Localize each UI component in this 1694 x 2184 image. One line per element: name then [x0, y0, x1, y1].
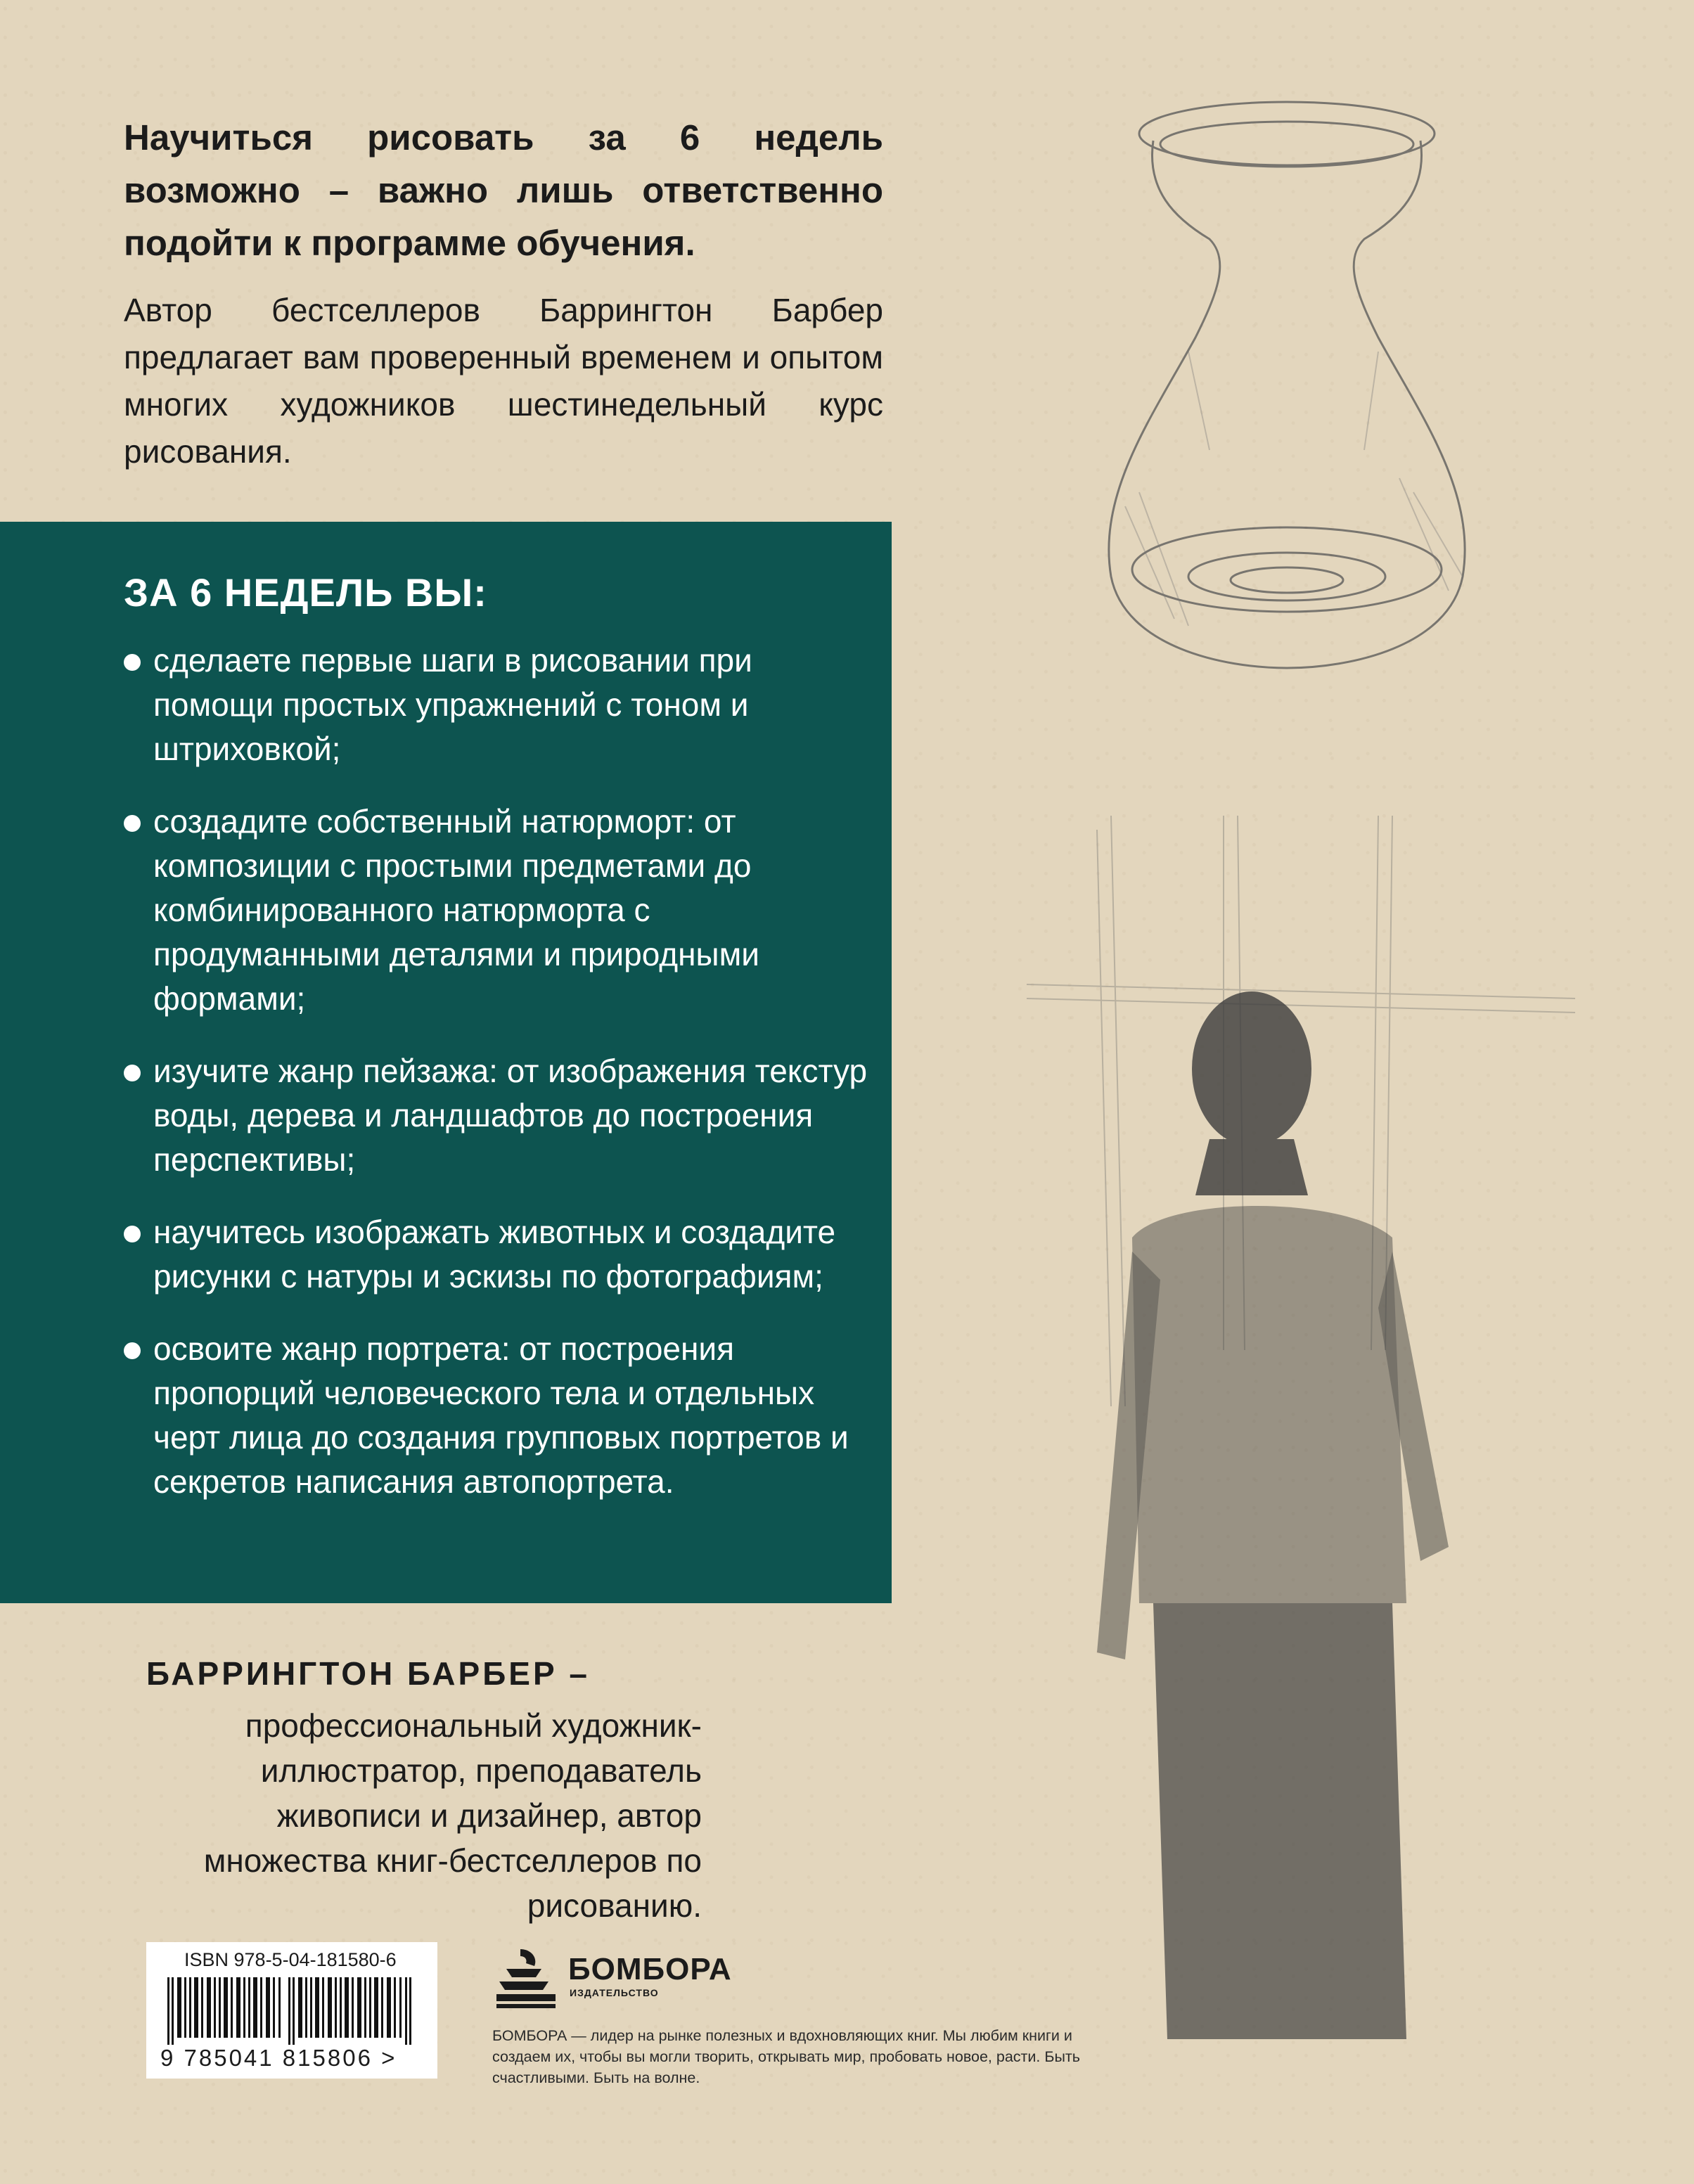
- barcode-digits: 9 785041 815806 >: [160, 2045, 397, 2071]
- intro-lead: Научиться рисовать за 6 недель возможно – важно лишь ответственно подойти к программе обучения.: [124, 117, 883, 263]
- list-item-text: сделаете первые шаги в рисовании при помощи простых упражнений с тоном и штриховкой;: [153, 642, 752, 767]
- list-item: [124, 638, 869, 771]
- publisher-subtitle: ИЗДАТЕЛЬСТВО: [570, 1987, 659, 1998]
- barcode-bars-icon: [167, 1977, 421, 2045]
- author-bio: профессиональный художник-иллюстратор, преподаватель живописи и дизайнер, автор множества книг-бестселлеров по рисованию.: [203, 1707, 702, 1924]
- bullet-icon: [124, 815, 141, 832]
- course-list: [124, 638, 869, 1532]
- list-item-text: создадите собственный натюрморт: от композиции с простыми предметами до комбинированного натюрморта с продуманными деталями и природными формами;: [153, 803, 759, 1017]
- list-item-text: научитесь изображать животных и создадите рисунки с натуры и эскизы по фотографиям;: [153, 1214, 836, 1295]
- list-item: [124, 1210, 869, 1299]
- publisher-name: БОМБОРА: [568, 1952, 732, 1986]
- list-item: [124, 1049, 869, 1182]
- barcode: [146, 1942, 437, 2079]
- bullet-icon: [124, 1065, 141, 1081]
- bullet-icon: [124, 1226, 141, 1242]
- intro-body: Автор бестселлеров Баррингтон Барбер предлагает вам проверенный временем и опытом многих художников шестинедельный курс рисования.: [124, 292, 883, 470]
- bullet-icon: [124, 654, 141, 671]
- panel-heading: ЗА 6 НЕДЕЛЬ ВЫ:: [124, 570, 487, 615]
- bullet-icon: [124, 1342, 141, 1359]
- author-name: БАРРИНГТОН БАРБЕР –: [146, 1655, 590, 1692]
- list-item-text: изучите жанр пейзажа: от изображения текстур воды, дерева и ландшафтов до построения перспективы;: [153, 1053, 868, 1178]
- isbn-text: ISBN 978-5-04-181580-6: [184, 1949, 397, 1970]
- list-item: [124, 799, 869, 1021]
- woman-portrait-sketch-illustration: [1013, 773, 1589, 2109]
- list-item-text: освоите жанр портрета: от построения пропорций человеческого тела и отдельных черт лица до создания групповых портретов и секретов написания автопортрета.: [153, 1330, 849, 1500]
- bombora-logo-icon: [492, 1942, 563, 2012]
- list-item: [124, 1327, 869, 1504]
- publisher-tagline: БОМБОРА — лидер на рынке полезных и вдохновляющих книг. Мы любим книги и создаем их, чтобы вы могли творить, открывать мир, пробовать новое, расти. Быть счастливыми. Быть на волне.: [492, 2027, 1080, 2086]
- vase-sketch-illustration: [1069, 84, 1505, 703]
